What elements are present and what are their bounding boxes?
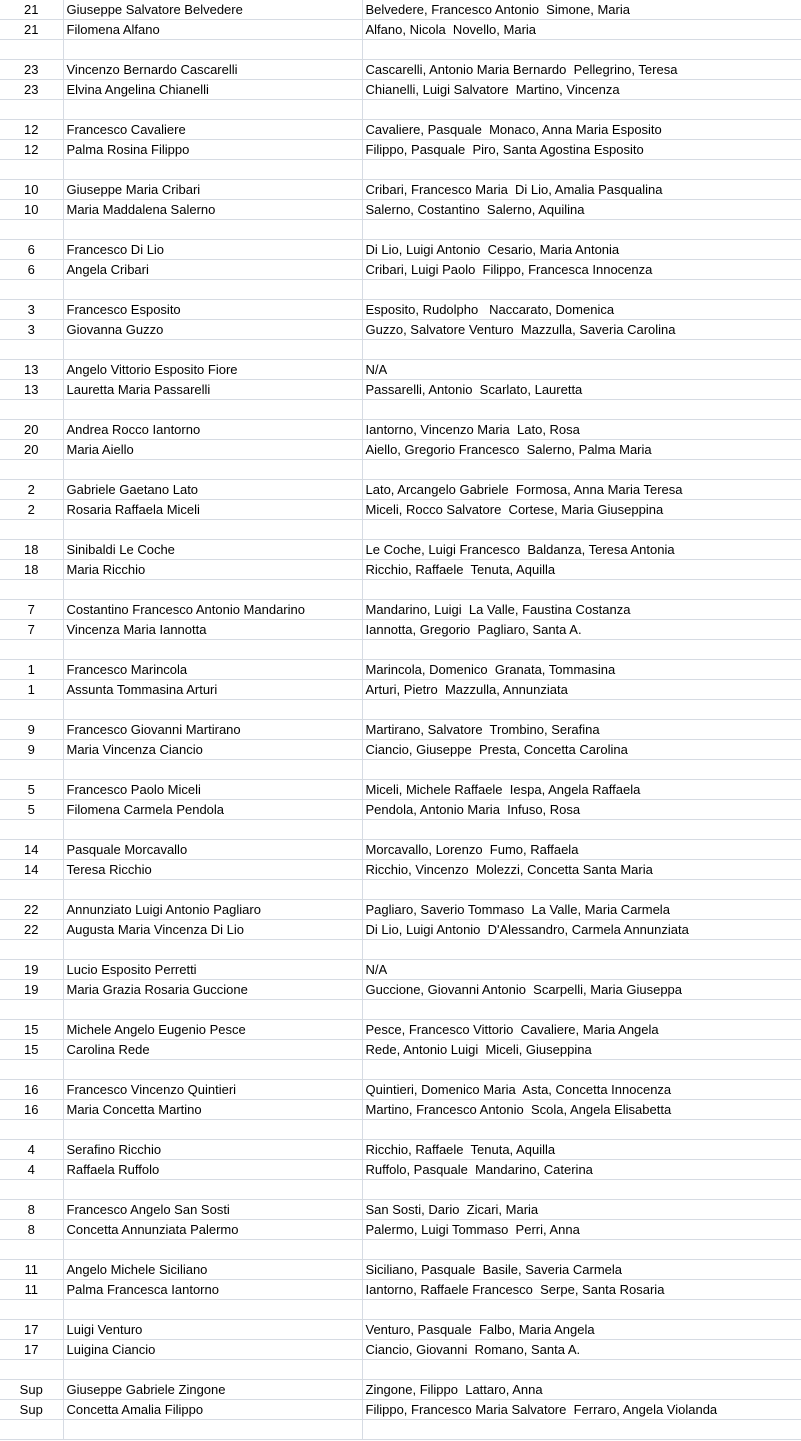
cell-parents[interactable]: Di Lio, Luigi Antonio D'Alessandro, Carmela Annunziata [362, 920, 801, 940]
cell-number[interactable]: 2 [0, 480, 63, 500]
cell-name[interactable] [63, 1240, 362, 1260]
cell-number[interactable]: 12 [0, 140, 63, 160]
cell-name[interactable]: Angelo Michele Siciliano [63, 1260, 362, 1280]
cell-number[interactable]: 16 [0, 1080, 63, 1100]
cell-parents[interactable]: Ricchio, Raffaele Tenuta, Aquilla [362, 560, 801, 580]
cell-number[interactable]: 9 [0, 720, 63, 740]
cell-parents[interactable] [362, 40, 801, 60]
cell-parents[interactable] [362, 580, 801, 600]
cell-number[interactable] [0, 700, 63, 720]
cell-number[interactable]: Sup [0, 1400, 63, 1420]
blank-row [0, 700, 801, 720]
cell-name[interactable]: Maria Maddalena Salerno [63, 200, 362, 220]
cell-number[interactable]: 13 [0, 360, 63, 380]
cell-parents[interactable]: Marincola, Domenico Granata, Tommasina [362, 660, 801, 680]
table-row [0, 120, 801, 140]
cell-name[interactable]: Vincenza Maria Iannotta [63, 620, 362, 640]
cell-name[interactable]: Serafino Ricchio [63, 1140, 362, 1160]
cell-name[interactable]: Carolina Rede [63, 1040, 362, 1060]
cell-name[interactable]: Andrea Rocco Iantorno [63, 420, 362, 440]
table-row [0, 1400, 801, 1420]
cell-parents[interactable] [362, 280, 801, 300]
cell-number[interactable]: 10 [0, 200, 63, 220]
cell-name[interactable] [63, 1420, 362, 1440]
cell-parents[interactable] [362, 1180, 801, 1200]
cell-parents[interactable]: N/A [362, 960, 801, 980]
cell-parents[interactable] [362, 760, 801, 780]
cell-name[interactable] [63, 1360, 362, 1380]
cell-name[interactable]: Costantino Francesco Antonio Mandarino [63, 600, 362, 620]
cell-name[interactable] [63, 1300, 362, 1320]
cell-number[interactable]: 3 [0, 320, 63, 340]
cell-number[interactable]: 19 [0, 960, 63, 980]
cell-number[interactable]: 21 [0, 20, 63, 40]
table-row [0, 440, 801, 460]
table-row [0, 240, 801, 260]
cell-name[interactable]: Giuseppe Maria Cribari [63, 180, 362, 200]
cell-parents[interactable]: Arturi, Pietro Mazzulla, Annunziata [362, 680, 801, 700]
cell-number[interactable] [0, 1300, 63, 1320]
cell-name[interactable] [63, 820, 362, 840]
cell-name[interactable] [63, 160, 362, 180]
cell-number[interactable]: 15 [0, 1040, 63, 1060]
cell-number[interactable] [0, 940, 63, 960]
cell-number[interactable] [0, 280, 63, 300]
cell-number[interactable] [0, 580, 63, 600]
cell-parents[interactable]: Iannotta, Gregorio Pagliaro, Santa A. [362, 620, 801, 640]
table-row [0, 1100, 801, 1120]
cell-name[interactable]: Palma Francesca Iantorno [63, 1280, 362, 1300]
cell-number[interactable]: 14 [0, 860, 63, 880]
cell-name[interactable] [63, 1180, 362, 1200]
table-row [0, 480, 801, 500]
table-row [0, 500, 801, 520]
cell-number[interactable] [0, 1120, 63, 1140]
cell-parents[interactable] [362, 520, 801, 540]
cell-name[interactable]: Augusta Maria Vincenza Di Lio [63, 920, 362, 940]
cell-parents[interactable]: Pagliaro, Saverio Tommaso La Valle, Maria Carmela [362, 900, 801, 920]
blank-row [0, 160, 801, 180]
cell-parents[interactable]: Chianelli, Luigi Salvatore Martino, Vincenza [362, 80, 801, 100]
cell-number[interactable]: 22 [0, 900, 63, 920]
cell-number[interactable] [0, 1420, 63, 1440]
cell-name[interactable]: Concetta Amalia Filippo [63, 1400, 362, 1420]
cell-parents[interactable] [362, 820, 801, 840]
cell-parents[interactable]: Ciancio, Giuseppe Presta, Concetta Carolina [362, 740, 801, 760]
cell-name[interactable]: Maria Grazia Rosaria Guccione [63, 980, 362, 1000]
cell-parents[interactable]: Alfano, Nicola Novello, Maria [362, 20, 801, 40]
blank-row [0, 940, 801, 960]
cell-name[interactable] [63, 340, 362, 360]
cell-parents[interactable] [362, 1240, 801, 1260]
cell-number[interactable] [0, 460, 63, 480]
cell-parents[interactable]: Miceli, Michele Raffaele Iespa, Angela Raffaela [362, 780, 801, 800]
cell-name[interactable]: Angelo Vittorio Esposito Fiore [63, 360, 362, 380]
table-row [0, 1200, 801, 1220]
blank-row [0, 1060, 801, 1080]
cell-name[interactable]: Maria Vincenza Ciancio [63, 740, 362, 760]
cell-name[interactable]: Francesco Vincenzo Quintieri [63, 1080, 362, 1100]
cell-number[interactable]: 6 [0, 260, 63, 280]
table-row [0, 740, 801, 760]
cell-number[interactable] [0, 1000, 63, 1020]
cell-parents[interactable] [362, 1360, 801, 1380]
table-row [0, 300, 801, 320]
cell-number[interactable]: 12 [0, 120, 63, 140]
cell-name[interactable] [63, 1060, 362, 1080]
blank-row [0, 40, 801, 60]
cell-parents[interactable]: Salerno, Costantino Salerno, Aquilina [362, 200, 801, 220]
table-row [0, 140, 801, 160]
cell-parents[interactable]: Ruffolo, Pasquale Mandarino, Caterina [362, 1160, 801, 1180]
cell-parents[interactable]: Pesce, Francesco Vittorio Cavaliere, Maria Angela [362, 1020, 801, 1040]
cell-number[interactable]: Sup [0, 1380, 63, 1400]
table-row [0, 60, 801, 80]
cell-parents[interactable] [362, 1060, 801, 1080]
cell-parents[interactable]: Iantorno, Raffaele Francesco Serpe, Santa Rosaria [362, 1280, 801, 1300]
table-row [0, 540, 801, 560]
blank-row [0, 640, 801, 660]
cell-number[interactable]: 5 [0, 780, 63, 800]
blank-row [0, 760, 801, 780]
blank-row [0, 1240, 801, 1260]
cell-number[interactable]: 6 [0, 240, 63, 260]
cell-number[interactable]: 21 [0, 0, 63, 20]
cell-parents[interactable] [362, 880, 801, 900]
cell-name[interactable] [63, 940, 362, 960]
cell-number[interactable] [0, 760, 63, 780]
table-row [0, 600, 801, 620]
cell-parents[interactable]: Cribari, Luigi Paolo Filippo, Francesca Innocenza [362, 260, 801, 280]
table-row [0, 420, 801, 440]
cell-number[interactable] [0, 220, 63, 240]
cell-name[interactable] [63, 700, 362, 720]
table-row [0, 800, 801, 820]
cell-number[interactable]: 7 [0, 620, 63, 640]
cell-name[interactable] [63, 880, 362, 900]
table-row [0, 1020, 801, 1040]
table-row [0, 960, 801, 980]
cell-number[interactable]: 23 [0, 60, 63, 80]
cell-parents[interactable]: Mandarino, Luigi La Valle, Faustina Costanza [362, 600, 801, 620]
cell-number[interactable]: 20 [0, 440, 63, 460]
table-row [0, 900, 801, 920]
cell-name[interactable]: Lauretta Maria Passarelli [63, 380, 362, 400]
cell-parents[interactable]: Lato, Arcangelo Gabriele Formosa, Anna Maria Teresa [362, 480, 801, 500]
table-row [0, 980, 801, 1000]
cell-name[interactable]: Francesco Cavaliere [63, 120, 362, 140]
table-row [0, 680, 801, 700]
cell-parents[interactable]: Miceli, Rocco Salvatore Cortese, Maria Giuseppina [362, 500, 801, 520]
cell-parents[interactable]: Iantorno, Vincenzo Maria Lato, Rosa [362, 420, 801, 440]
cell-name[interactable]: Francesco Angelo San Sosti [63, 1200, 362, 1220]
cell-parents[interactable] [362, 400, 801, 420]
cell-parents[interactable]: Di Lio, Luigi Antonio Cesario, Maria Antonia [362, 240, 801, 260]
cell-name[interactable] [63, 1000, 362, 1020]
cell-name[interactable]: Michele Angelo Eugenio Pesce [63, 1020, 362, 1040]
cell-parents[interactable]: Cribari, Francesco Maria Di Lio, Amalia Pasqualina [362, 180, 801, 200]
cell-parents[interactable]: Ricchio, Raffaele Tenuta, Aquilla [362, 1140, 801, 1160]
cell-name[interactable]: Francesco Esposito [63, 300, 362, 320]
cell-number[interactable]: 11 [0, 1280, 63, 1300]
cell-parents[interactable]: Passarelli, Antonio Scarlato, Lauretta [362, 380, 801, 400]
cell-name[interactable] [63, 460, 362, 480]
table-row [0, 660, 801, 680]
cell-name[interactable]: Raffaela Ruffolo [63, 1160, 362, 1180]
cell-number[interactable]: 17 [0, 1340, 63, 1360]
blank-row [0, 280, 801, 300]
cell-parents[interactable]: Esposito, Rudolpho Naccarato, Domenica [362, 300, 801, 320]
cell-parents[interactable] [362, 940, 801, 960]
cell-name[interactable]: Luigi Venturo [63, 1320, 362, 1340]
cell-parents[interactable]: Guccione, Giovanni Antonio Scarpelli, Maria Giuseppa [362, 980, 801, 1000]
cell-parents[interactable] [362, 1420, 801, 1440]
table-row [0, 80, 801, 100]
cell-parents[interactable]: Rede, Antonio Luigi Miceli, Giuseppina [362, 1040, 801, 1060]
cell-name[interactable] [63, 760, 362, 780]
cell-number[interactable] [0, 40, 63, 60]
table-row [0, 780, 801, 800]
table-row [0, 1040, 801, 1060]
cell-number[interactable]: 4 [0, 1140, 63, 1160]
cell-parents[interactable] [362, 700, 801, 720]
cell-number[interactable] [0, 1180, 63, 1200]
cell-number[interactable]: 14 [0, 840, 63, 860]
cell-number[interactable]: 9 [0, 740, 63, 760]
cell-parents[interactable]: Ciancio, Giovanni Romano, Santa A. [362, 1340, 801, 1360]
cell-number[interactable]: 23 [0, 80, 63, 100]
table-row [0, 1080, 801, 1100]
blank-row [0, 1000, 801, 1020]
cell-name[interactable]: Filomena Carmela Pendola [63, 800, 362, 820]
cell-number[interactable]: 3 [0, 300, 63, 320]
cell-name[interactable]: Filomena Alfano [63, 20, 362, 40]
blank-row [0, 1360, 801, 1380]
blank-row [0, 1420, 801, 1440]
cell-name[interactable]: Vincenzo Bernardo Cascarelli [63, 60, 362, 80]
cell-name[interactable]: Pasquale Morcavallo [63, 840, 362, 860]
table-row [0, 320, 801, 340]
blank-row [0, 580, 801, 600]
cell-number[interactable] [0, 100, 63, 120]
cell-parents[interactable]: Guzzo, Salvatore Venturo Mazzulla, Saveria Carolina [362, 320, 801, 340]
cell-number[interactable] [0, 160, 63, 180]
cell-parents[interactable]: Aiello, Gregorio Francesco Salerno, Palma Maria [362, 440, 801, 460]
cell-number[interactable] [0, 640, 63, 660]
cell-parents[interactable] [362, 1000, 801, 1020]
cell-parents[interactable]: Pendola, Antonio Maria Infuso, Rosa [362, 800, 801, 820]
cell-number[interactable]: 18 [0, 560, 63, 580]
table-row [0, 620, 801, 640]
cell-name[interactable] [63, 100, 362, 120]
table-row [0, 180, 801, 200]
cell-number[interactable]: 8 [0, 1200, 63, 1220]
table-row [0, 860, 801, 880]
cell-name[interactable]: Giovanna Guzzo [63, 320, 362, 340]
blank-row [0, 1180, 801, 1200]
table-row [0, 20, 801, 40]
cell-number[interactable]: 22 [0, 920, 63, 940]
cell-number[interactable]: 1 [0, 660, 63, 680]
table-row [0, 360, 801, 380]
table-row [0, 1220, 801, 1240]
cell-parents[interactable] [362, 1300, 801, 1320]
cell-name[interactable]: Annunziato Luigi Antonio Pagliaro [63, 900, 362, 920]
cell-number[interactable]: 13 [0, 380, 63, 400]
cell-name[interactable]: Giuseppe Gabriele Zingone [63, 1380, 362, 1400]
blank-row [0, 460, 801, 480]
blank-row [0, 400, 801, 420]
table-row [0, 1160, 801, 1180]
cell-parents[interactable]: N/A [362, 360, 801, 380]
cell-number[interactable]: 1 [0, 680, 63, 700]
table-row [0, 200, 801, 220]
cell-name[interactable] [63, 220, 362, 240]
cell-number[interactable]: 5 [0, 800, 63, 820]
cell-parents[interactable] [362, 100, 801, 120]
cell-name[interactable]: Assunta Tommasina Arturi [63, 680, 362, 700]
cell-name[interactable]: Francesco Giovanni Martirano [63, 720, 362, 740]
cell-name[interactable]: Maria Ricchio [63, 560, 362, 580]
cell-name[interactable]: Rosaria Raffaela Miceli [63, 500, 362, 520]
table-row [0, 1140, 801, 1160]
cell-parents[interactable]: Martino, Francesco Antonio Scola, Angela Elisabetta [362, 1100, 801, 1120]
table-row [0, 1380, 801, 1400]
blank-row [0, 520, 801, 540]
cell-parents[interactable]: Palermo, Luigi Tommaso Perri, Anna [362, 1220, 801, 1240]
table-row [0, 840, 801, 860]
cell-parents[interactable]: Belvedere, Francesco Antonio Simone, Maria [362, 0, 801, 20]
cell-number[interactable] [0, 340, 63, 360]
cell-number[interactable] [0, 1360, 63, 1380]
cell-number[interactable] [0, 1060, 63, 1080]
cell-parents[interactable] [362, 340, 801, 360]
cell-name[interactable] [63, 580, 362, 600]
blank-row [0, 880, 801, 900]
cell-name[interactable]: Francesco Marincola [63, 660, 362, 680]
table-row [0, 1280, 801, 1300]
table-row [0, 0, 801, 20]
cell-name[interactable]: Concetta Annunziata Palermo [63, 1220, 362, 1240]
cell-number[interactable]: 4 [0, 1160, 63, 1180]
cell-parents[interactable] [362, 1120, 801, 1140]
table-row [0, 560, 801, 580]
cell-number[interactable] [0, 400, 63, 420]
cell-parents[interactable]: Zingone, Filippo Lattaro, Anna [362, 1380, 801, 1400]
cell-number[interactable]: 17 [0, 1320, 63, 1340]
cell-name[interactable]: Angela Cribari [63, 260, 362, 280]
table-row [0, 380, 801, 400]
cell-name[interactable] [63, 1120, 362, 1140]
cell-number[interactable]: 20 [0, 420, 63, 440]
cell-number[interactable]: 7 [0, 600, 63, 620]
cell-number[interactable]: 19 [0, 980, 63, 1000]
cell-name[interactable]: Francesco Di Lio [63, 240, 362, 260]
cell-number[interactable]: 16 [0, 1100, 63, 1120]
cell-parents[interactable]: Quintieri, Domenico Maria Asta, Concetta Innocenza [362, 1080, 801, 1100]
cell-name[interactable]: Elvina Angelina Chianelli [63, 80, 362, 100]
table-row [0, 1260, 801, 1280]
cell-name[interactable]: Francesco Paolo Miceli [63, 780, 362, 800]
cell-name[interactable]: Palma Rosina Filippo [63, 140, 362, 160]
cell-name[interactable]: Teresa Ricchio [63, 860, 362, 880]
cell-parents[interactable] [362, 640, 801, 660]
blank-row [0, 220, 801, 240]
cell-name[interactable] [63, 40, 362, 60]
blank-row [0, 340, 801, 360]
cell-parents[interactable] [362, 220, 801, 240]
cell-parents[interactable]: Le Coche, Luigi Francesco Baldanza, Teresa Antonia [362, 540, 801, 560]
cell-number[interactable]: 15 [0, 1020, 63, 1040]
blank-row [0, 1300, 801, 1320]
blank-row [0, 100, 801, 120]
cell-parents[interactable]: Siciliano, Pasquale Basile, Saveria Carmela [362, 1260, 801, 1280]
cell-name[interactable] [63, 280, 362, 300]
cell-name[interactable]: Lucio Esposito Perretti [63, 960, 362, 980]
table-row [0, 260, 801, 280]
cell-parents[interactable]: Ricchio, Vincenzo Molezzi, Concetta Santa Maria [362, 860, 801, 880]
cell-parents[interactable]: Cascarelli, Antonio Maria Bernardo Pellegrino, Teresa [362, 60, 801, 80]
blank-row [0, 820, 801, 840]
cell-parents[interactable]: Martirano, Salvatore Trombino, Serafina [362, 720, 801, 740]
cell-number[interactable] [0, 880, 63, 900]
cell-number[interactable]: 18 [0, 540, 63, 560]
cell-number[interactable] [0, 520, 63, 540]
cell-number[interactable] [0, 820, 63, 840]
cell-parents[interactable]: Cavaliere, Pasquale Monaco, Anna Maria Esposito [362, 120, 801, 140]
cell-number[interactable] [0, 1240, 63, 1260]
cell-parents[interactable]: Morcavallo, Lorenzo Fumo, Raffaela [362, 840, 801, 860]
cell-parents[interactable]: Filippo, Francesco Maria Salvatore Ferraro, Angela Violanda [362, 1400, 801, 1420]
cell-parents[interactable]: Venturo, Pasquale Falbo, Maria Angela [362, 1320, 801, 1340]
cell-name[interactable]: Gabriele Gaetano Lato [63, 480, 362, 500]
cell-name[interactable]: Maria Concetta Martino [63, 1100, 362, 1120]
table-row [0, 920, 801, 940]
cell-name[interactable] [63, 640, 362, 660]
table-row [0, 1340, 801, 1360]
cell-parents[interactable]: San Sosti, Dario Zicari, Maria [362, 1200, 801, 1220]
table-row [0, 1320, 801, 1340]
cell-name[interactable]: Sinibaldi Le Coche [63, 540, 362, 560]
cell-parents[interactable]: Filippo, Pasquale Piro, Santa Agostina Esposito [362, 140, 801, 160]
cell-number[interactable]: 2 [0, 500, 63, 520]
cell-name[interactable]: Maria Aiello [63, 440, 362, 460]
cell-name[interactable]: Luigina Ciancio [63, 1340, 362, 1360]
blank-row [0, 1120, 801, 1140]
cell-number[interactable]: 8 [0, 1220, 63, 1240]
cell-name[interactable] [63, 520, 362, 540]
cell-parents[interactable] [362, 460, 801, 480]
cell-name[interactable]: Giuseppe Salvatore Belvedere [63, 0, 362, 20]
cell-name[interactable] [63, 400, 362, 420]
cell-parents[interactable] [362, 160, 801, 180]
cell-number[interactable]: 10 [0, 180, 63, 200]
table-row [0, 720, 801, 740]
cell-number[interactable]: 11 [0, 1260, 63, 1280]
